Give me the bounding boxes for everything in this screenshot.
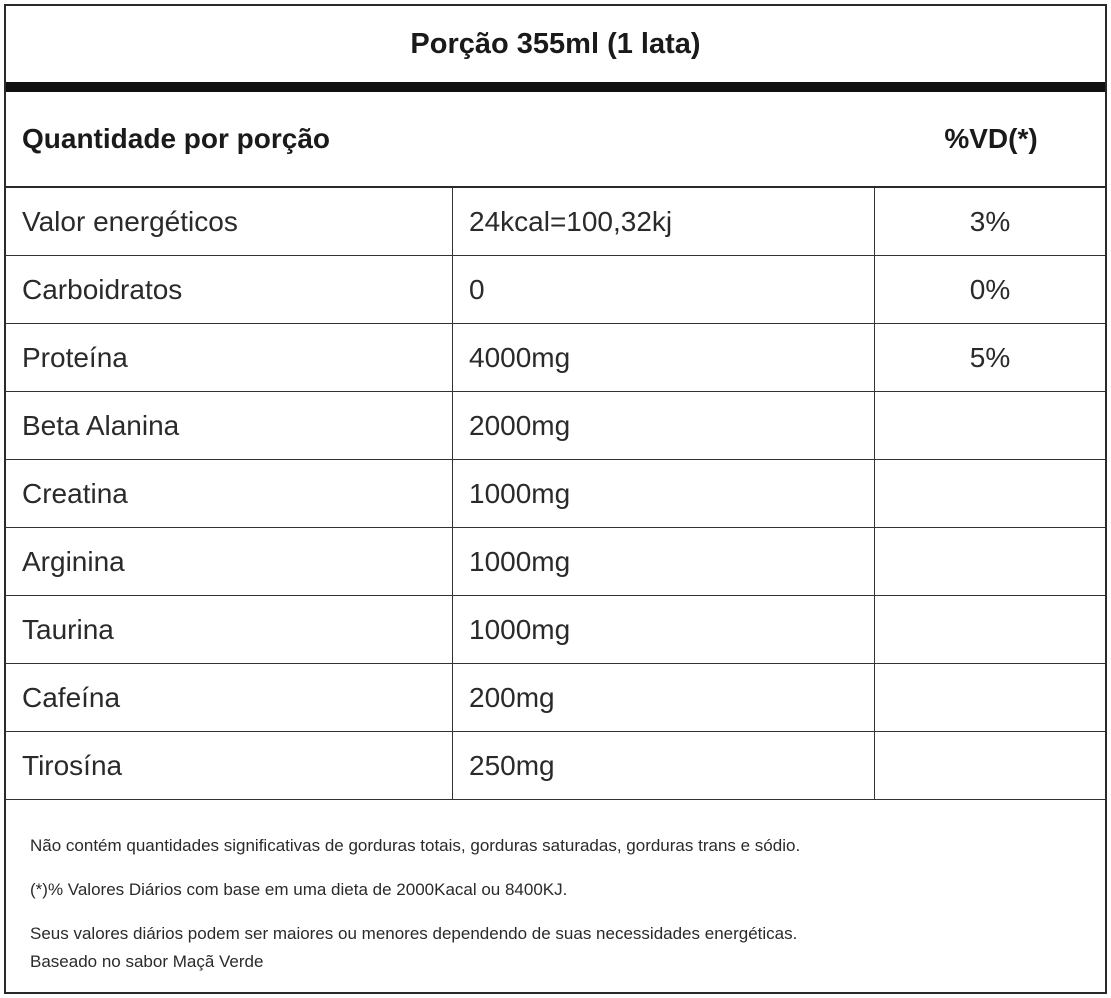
values-may-vary-note: Seus valores diários podem ser maiores ou menores dependendo de suas necessidades energéticas. xyxy=(30,924,798,943)
table-row xyxy=(6,188,1105,256)
table-row xyxy=(6,732,1105,800)
table-header xyxy=(6,92,1105,188)
nutrient-daily-value xyxy=(875,528,1105,595)
nutrient-amount: 0 xyxy=(453,256,875,323)
nutrient-name: Proteína xyxy=(6,324,453,391)
serving-size-title: Porção 355ml (1 lata) xyxy=(410,27,701,60)
nutrient-amount: 1000mg xyxy=(453,460,875,527)
nutrient-amount: 200mg xyxy=(453,664,875,731)
nutrient-daily-value: 5% xyxy=(969,341,1011,373)
nutrient-name: Taurina xyxy=(6,596,453,663)
nutrient-name: Creatina xyxy=(6,460,453,527)
flavor-note: Baseado no sabor Maçã Verde xyxy=(30,952,264,971)
nutrient-amount: 2000mg xyxy=(453,392,875,459)
nutrient-name: Valor energéticos xyxy=(6,188,453,255)
table-row xyxy=(6,256,1105,324)
nutrient-name: Cafeína xyxy=(6,664,453,731)
no-significant-note: Não contém quantidades significativas de gorduras totais, gorduras saturadas, gorduras trans e sódio. xyxy=(30,836,801,855)
nutrient-daily-value xyxy=(875,664,1105,731)
table-row xyxy=(6,528,1105,596)
nutrient-amount: 1000mg xyxy=(453,596,875,663)
nutrient-amount: 24kcal=100,32kj xyxy=(453,188,875,255)
nutrient-daily-value xyxy=(875,596,1105,663)
nutrient-amount: 1000mg xyxy=(453,528,875,595)
table-row xyxy=(6,460,1105,528)
table-row xyxy=(6,324,1105,392)
nutrient-name: Beta Alanina xyxy=(6,392,453,459)
nutrient-daily-value xyxy=(875,732,1105,799)
nutrient-daily-value xyxy=(875,392,1105,459)
table-row xyxy=(6,392,1105,460)
table-row xyxy=(6,596,1105,664)
table-row xyxy=(6,664,1105,732)
nutrient-amount: 4000mg xyxy=(453,324,875,391)
footnotes xyxy=(30,832,1090,976)
nutrient-daily-value: 0% xyxy=(969,273,1011,305)
nutrient-name: Tirosína xyxy=(6,732,453,799)
nutrient-rows xyxy=(6,188,1105,800)
amount-per-serving-label: Quantidade por porção xyxy=(22,123,331,154)
nutrient-daily-value xyxy=(875,460,1105,527)
nutrition-facts-table xyxy=(4,4,1107,994)
nutrient-name: Arginina xyxy=(6,528,453,595)
nutrient-daily-value: 3% xyxy=(969,205,1011,237)
thick-divider xyxy=(6,82,1105,92)
nutrient-amount: 250mg xyxy=(453,732,875,799)
nutrient-name: Carboidratos xyxy=(6,256,453,323)
daily-value-label: %VD(*) xyxy=(944,123,1038,154)
daily-values-note: (*)% Valores Diários com base em uma dieta de 2000Kacal ou 8400KJ. xyxy=(30,880,568,899)
